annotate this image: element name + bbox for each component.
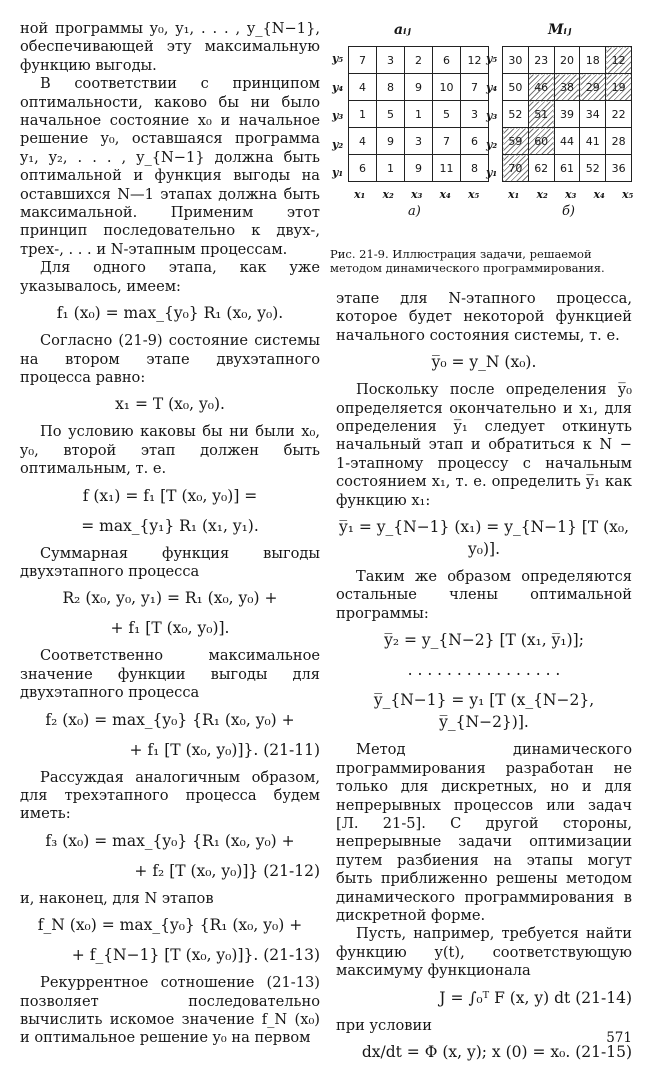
- right-4: Таким же образом определяются остальные члены оптимальной программы:: [336, 568, 632, 622]
- left-2: Для одного этапа, как уже указывалось, имеем:: [20, 259, 320, 295]
- right-10: J = ∫₀ᵀ F (x, y) dt (21-14): [439, 988, 632, 1007]
- ylabel-1-1: y₄: [486, 80, 498, 94]
- xlabel-1-0: x₁: [508, 188, 520, 201]
- cell-b-4-1: 62: [528, 155, 554, 182]
- cell-b-4-0: 70: [503, 155, 529, 182]
- right-9: Пусть, например, требуется найти функцию y(t), соответствующую максимуму функционала: [336, 925, 632, 980]
- cell-b-3-1: 60: [528, 128, 554, 155]
- cell-a-1-4: 7: [461, 74, 489, 101]
- cell-a-4-1: 1: [377, 155, 405, 182]
- left-9: Суммарная функция выгоды двухэтапного процесса: [20, 544, 320, 580]
- right-2: Поскольку после определения y̅₀ определяется окончательно и x₁, для определения y̅₁ следует откинуть начальный этап и обратиться к N − 1-этапному процессу с начальным состоянием x₁, т. е. определить y̅₁ как функцию x₁:: [336, 381, 632, 509]
- cell-b-4-4: 36: [606, 155, 632, 182]
- left-1: В соответствии с принципом оптимальности, каково бы ни было начальное состояние x₀ и начальное решение y₀, оставшаяся программа y₁, y₂, . . . , y_{N−1} должна быть оптимальной и функция выгоды на оставшихся N—1 этапах должна быть максимальной. Применим этот принцип последовательно к двух-, трех-, . . . и N-этапным процессам.: [20, 75, 320, 258]
- cell-b-2-3: 34: [580, 101, 606, 128]
- left-19: f_N (x₀) = max_{y₀} {R₁ (x₀, y₀) +: [37, 916, 303, 935]
- matrix-a-label: а): [408, 204, 421, 219]
- left-15: Рассуждая аналогичным образом, для трехэтапного процесса будем иметь:: [20, 768, 320, 823]
- left-0: ной программы y₀, y₁, . . . , y_{N−1}, обеспечивающей эту максимальную функцию выгоды.: [20, 20, 320, 74]
- left-16: f₃ (x₀) = max_{y₀} {R₁ (x₀, y₀) +: [45, 831, 295, 850]
- cell-a-0-0: 7: [349, 47, 377, 74]
- figure-caption: Рис. 21-9. Иллюстрация задачи, решаемой методом динамического программирования.: [330, 247, 605, 275]
- left-5: x₁ = T (x₀, y₀).: [115, 395, 225, 414]
- cell-b-1-4: 19: [606, 74, 632, 101]
- cell-b-1-1: 46: [528, 74, 554, 101]
- page-number: 571: [606, 1030, 632, 1046]
- xlabel-0-0: x₁: [354, 188, 366, 201]
- cell-b-3-3: 41: [580, 128, 606, 155]
- ylabel-0-0: y₅: [332, 52, 344, 65]
- cell-b-1-3: 29: [580, 74, 606, 101]
- left-7: f (x₁) = f₁ [T (x₀, y₀)] =: [82, 486, 258, 505]
- figure-21-9: [330, 20, 632, 284]
- ylabel-1-4: y₁: [486, 166, 498, 179]
- matrix-a: [348, 46, 489, 182]
- left-8: = max_{y₁} R₁ (x₁, y₁).: [81, 516, 259, 535]
- cell-b-0-0: 30: [503, 47, 529, 74]
- xlabel-0-3: x₄: [439, 188, 451, 201]
- left-14: + f₁ [T (x₀, y₀)]}. (21-11): [129, 740, 320, 759]
- xlabel-1-3: x₄: [593, 188, 605, 201]
- ylabel-0-2: y₃: [332, 109, 344, 122]
- cell-a-4-2: 9: [405, 155, 433, 182]
- right-column: [336, 290, 632, 1071]
- cell-a-3-2: 3: [405, 128, 433, 155]
- right-8: Метод динамического программирования разработан не только для дискретных, но и для непрерывных процессов или задач [Л. 21-5]. С другой стороны, непрерывные задачи оптимизации путем разбиения на этапы могут быть приближенно решены методом динамического программирования в дискретной форме.: [336, 741, 632, 924]
- left-12: Соответственно максимальное значение функции выгоды для двухэтапного процесса: [20, 647, 320, 702]
- left-20: + f_{N−1} [T (x₀, y₀)]}. (21-13): [71, 946, 320, 965]
- cell-a-2-3: 5: [433, 101, 461, 128]
- left-4: Согласно (21-9) состояние системы на втором этапе двухэтапного процесса равно:: [20, 332, 320, 386]
- cell-b-2-0: 52: [503, 101, 529, 128]
- cell-b-1-0: 50: [503, 74, 529, 101]
- xlabel-1-1: x₂: [536, 188, 548, 201]
- cell-b-0-3: 18: [580, 47, 606, 74]
- xlabel-0-4: x₅: [468, 188, 480, 201]
- left-18: и, наконец, для N этапов: [20, 889, 214, 907]
- cell-a-2-1: 5: [377, 101, 405, 128]
- left-6: По условию каковы бы ни были x₀, y₀, второй этап должен быть оптимальным, т. е.: [20, 423, 320, 478]
- left-21: Рекуррентное сотношение (21-13) позволяет последовательно вычислить искомое значение f_N (x₀) и оптимальное решение y₀ на первом: [20, 974, 320, 1047]
- left-17: + f₂ [T (x₀, y₀)]} (21-12): [134, 861, 320, 880]
- matrix-b-label: б): [562, 204, 576, 219]
- cell-b-2-2: 39: [554, 101, 580, 128]
- cell-b-3-0: 59: [503, 128, 529, 155]
- cell-b-0-4: 12: [606, 47, 632, 74]
- cell-a-1-0: 4: [349, 74, 377, 101]
- cell-a-1-2: 9: [405, 74, 433, 101]
- cell-b-4-3: 52: [580, 155, 606, 182]
- cell-a-2-0: 1: [349, 101, 377, 128]
- right-6: . . . . . . . . . . . . . . . .: [407, 661, 561, 680]
- right-7: y̅_{N−1} = y₁ [T (x_{N−2}, y̅_{N−2})].: [373, 691, 595, 732]
- cell-a-0-4: 12: [461, 47, 489, 74]
- cell-a-1-3: 10: [433, 74, 461, 101]
- xlabel-0-2: x₃: [411, 188, 423, 201]
- ylabel-1-0: y₅: [486, 52, 498, 65]
- ylabel-0-3: y₂: [332, 137, 344, 151]
- cell-a-2-4: 3: [461, 101, 489, 128]
- xlabel-0-1: x₂: [382, 188, 394, 201]
- cell-a-4-4: 8: [461, 155, 489, 182]
- cell-b-1-2: 38: [554, 74, 580, 101]
- cell-a-3-3: 7: [433, 128, 461, 155]
- right-5: y̅₂ = y_{N−2} [T (x₁, y̅₁)];: [384, 631, 584, 650]
- ylabel-1-2: y₃: [486, 109, 498, 122]
- right-1: y̅₀ = y_N (x₀).: [431, 353, 537, 372]
- cell-a-3-4: 6: [461, 128, 489, 155]
- left-3: f₁ (x₀) = max_{y₀} R₁ (x₀, y₀).: [56, 304, 284, 323]
- ylabel-1-3: y₂: [486, 137, 498, 151]
- xlabel-1-4: x₅: [622, 188, 634, 201]
- matrix-a-title: aᵢⱼ: [394, 22, 411, 38]
- left-13: f₂ (x₀) = max_{y₀} {R₁ (x₀, y₀) +: [45, 710, 295, 729]
- right-3: y̅₁ = y_{N−1} (x₁) = y_{N−1} [T (x₀, y₀)].: [338, 518, 630, 559]
- xlabel-1-2: x₃: [565, 188, 577, 201]
- cell-a-0-3: 6: [433, 47, 461, 74]
- cell-b-0-2: 20: [554, 47, 580, 74]
- cell-a-1-1: 8: [377, 74, 405, 101]
- cell-b-0-1: 23: [528, 47, 554, 74]
- matrix-b: [502, 46, 632, 182]
- right-11: при условии: [336, 1016, 432, 1034]
- ylabel-0-1: y₄: [332, 80, 344, 94]
- cell-a-0-1: 3: [377, 47, 405, 74]
- cell-a-0-2: 2: [405, 47, 433, 74]
- cell-a-4-0: 6: [349, 155, 377, 182]
- cell-b-3-2: 44: [554, 128, 580, 155]
- cell-a-3-1: 9: [377, 128, 405, 155]
- cell-a-3-0: 4: [349, 128, 377, 155]
- cell-b-4-2: 61: [554, 155, 580, 182]
- matrix-b-title: Mᵢⱼ: [548, 22, 572, 38]
- cell-a-2-2: 1: [405, 101, 433, 128]
- cell-b-2-4: 22: [606, 101, 632, 128]
- cell-b-2-1: 51: [528, 101, 554, 128]
- left-10: R₂ (x₀, y₀, y₁) = R₁ (x₀, y₀) +: [62, 589, 278, 608]
- left-column: [20, 20, 320, 1048]
- right-0: этапе для N-этапного процесса, которое будет некоторой функцией начального состояния системы, т. е.: [336, 290, 632, 344]
- right-12: dx/dt = Φ (x, y); x (0) = x₀. (21-15): [361, 1042, 632, 1061]
- ylabel-0-4: y₁: [332, 166, 344, 179]
- left-11: + f₁ [T (x₀, y₀)].: [110, 619, 230, 638]
- cell-b-3-4: 28: [606, 128, 632, 155]
- cell-a-4-3: 11: [433, 155, 461, 182]
